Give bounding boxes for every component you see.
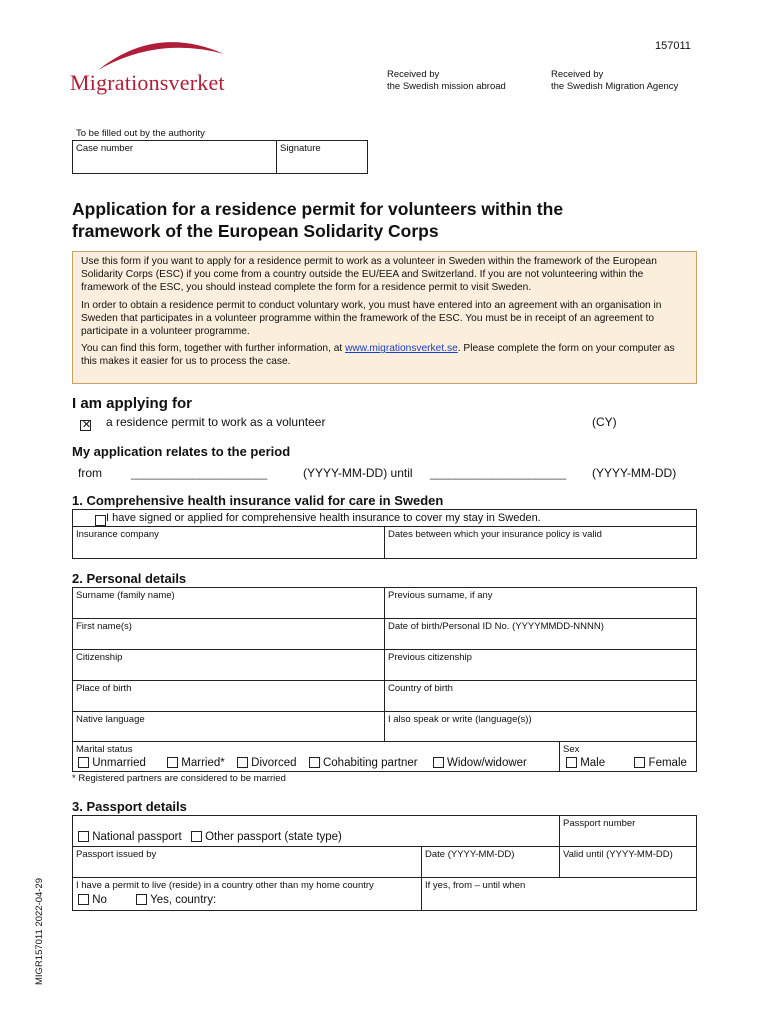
passport-number-field[interactable]	[559, 815, 697, 847]
passport-date-field[interactable]	[421, 846, 560, 878]
info-paragraph-3	[81, 342, 688, 368]
passport-number-label: Passport number	[563, 818, 636, 829]
period-format-2: (YYYY-MM-DD)	[592, 466, 677, 480]
passport-valid-until-label: Valid until (YYYY-MM-DD)	[563, 849, 673, 860]
national-passport-label: National passport	[92, 831, 182, 843]
surname-label: Surname (family name)	[76, 590, 175, 601]
received-mission	[387, 69, 506, 93]
logo-arc-icon	[96, 38, 226, 74]
received-agency-line2: the Swedish Migration Agency	[551, 81, 679, 92]
insurance-dates-label: Dates between which your insurance policy is valid	[388, 529, 602, 540]
authority-caption: To be filled out by the authority	[76, 128, 205, 139]
other-passport-label: Other passport (state type)	[205, 831, 342, 843]
first-names-label: First name(s)	[76, 621, 132, 632]
widow-label: Widow/widower	[447, 757, 527, 769]
passport-type-options	[78, 831, 342, 843]
prev-citizenship-label: Previous citizenship	[388, 652, 472, 663]
applying-code: (CY)	[592, 415, 617, 429]
country-of-birth-label: Country of birth	[388, 683, 453, 694]
signature-field[interactable]	[276, 140, 368, 174]
received-mission-line1: Received by	[387, 69, 440, 80]
other-passport-checkbox[interactable]	[191, 831, 202, 842]
insurance-checkbox[interactable]	[95, 515, 106, 526]
place-of-birth-field[interactable]	[72, 680, 385, 712]
other-languages-field[interactable]	[384, 711, 697, 742]
received-mission-line2: the Swedish mission abroad	[387, 81, 506, 92]
married-label: Married*	[181, 757, 225, 769]
signature-label: Signature	[280, 143, 321, 154]
insurance-company-field[interactable]	[72, 526, 385, 559]
info-box	[72, 251, 697, 384]
received-agency	[551, 69, 678, 93]
first-names-field[interactable]	[72, 618, 385, 650]
prev-citizenship-field[interactable]	[384, 649, 697, 681]
period-until-input[interactable]: ______________________	[430, 466, 566, 480]
native-language-field[interactable]	[72, 711, 385, 742]
unmarried-checkbox[interactable]	[78, 757, 89, 768]
male-label: Male	[580, 757, 606, 769]
passport-valid-until-field[interactable]	[559, 846, 697, 878]
cohabiting-checkbox[interactable]	[309, 757, 320, 768]
marital-status-label: Marital status	[76, 744, 133, 755]
citizenship-label: Citizenship	[76, 652, 123, 663]
citizenship-field[interactable]	[72, 649, 385, 681]
info-paragraph-2: In order to obtain a residence permit to conduct voluntary work, you must have entered into an agreement with an organisation in Sweden that participates in a volunteer programme within the framework of the ESC. You must be in receipt of an agreement to participate in a volunteer programme.	[81, 299, 662, 338]
cohabiting-label: Cohabiting partner	[322, 757, 418, 769]
sex-label: Sex	[563, 744, 580, 755]
dob-field[interactable]	[384, 618, 697, 650]
applying-heading: I am applying for	[72, 395, 193, 412]
page-title	[72, 198, 672, 242]
insurance-dates-field[interactable]	[384, 526, 697, 559]
female-checkbox[interactable]	[634, 757, 645, 768]
divorced-checkbox[interactable]	[237, 757, 248, 768]
permit-no-label: No	[92, 894, 107, 906]
form-number: 157011	[655, 40, 691, 52]
form-side-code: MIGR157011 2022-04-29	[34, 877, 45, 985]
insurance-company-label: Insurance company	[76, 529, 159, 540]
insurance-statement: I have signed or applied for comprehensive health insurance to cover my stay in Sweden.	[106, 512, 541, 524]
divorced-label: Divorced	[251, 757, 297, 769]
widow-checkbox[interactable]	[433, 757, 444, 768]
period-from-input[interactable]: ______________________	[131, 466, 267, 480]
native-language-label: Native language	[76, 714, 145, 725]
applying-checkbox[interactable]	[80, 420, 91, 431]
permit-until-when-field[interactable]	[421, 877, 697, 911]
male-checkbox[interactable]	[566, 757, 577, 768]
title-line1: Application for a residence permit for volunteers within the	[72, 199, 564, 219]
title-line2: framework of the European Solidarity Corps	[72, 221, 439, 241]
insurance-heading: 1. Comprehensive health insurance valid for care in Sweden	[72, 493, 444, 508]
dob-label: Date of birth/Personal ID No. (YYYYMMDD-NNNN)	[388, 621, 604, 632]
prev-surname-label: Previous surname, if any	[388, 590, 493, 601]
applying-option: a residence permit to work as a volunteer	[106, 415, 326, 429]
passport-heading: 3. Passport details	[72, 799, 187, 814]
info-p3-pre: You can find this form, together with further information, at	[81, 343, 346, 355]
permit-yes-label: Yes, country:	[150, 894, 217, 906]
passport-date-label: Date (YYYY-MM-DD)	[425, 849, 515, 860]
place-of-birth-label: Place of birth	[76, 683, 132, 694]
info-paragraph-1: Use this form if you want to apply for a residence permit to work as a volunteer in Sweden within the framework of the European Solidarity Corps (ESC) if you come from a country outside the EU/EEA and Switzerland. If you are not volunteering within the framework of the ESC, you should instead complete the form for a residence permit to visit Sweden.	[81, 256, 657, 294]
case-number-field[interactable]	[72, 140, 277, 174]
case-number-label: Case number	[76, 143, 134, 154]
logo-text: Migrationsverket	[70, 70, 225, 95]
unmarried-label: Unmarried	[92, 757, 146, 769]
permit-other-label: I have a permit to live (reside) in a country other than my home country	[76, 880, 374, 891]
marital-options	[78, 757, 527, 769]
period-format-1: (YYYY-MM-DD) until	[303, 466, 413, 480]
sex-options	[566, 757, 687, 769]
received-agency-line1: Received by	[551, 69, 604, 80]
period-from-label: from	[78, 466, 102, 480]
website-link[interactable]: www.migrationsverket.se	[345, 343, 458, 355]
period-heading: My application relates to the period	[72, 444, 291, 459]
permit-options	[78, 894, 216, 906]
country-of-birth-field[interactable]	[384, 680, 697, 712]
female-label: Female	[648, 757, 687, 769]
info-p3-post: . Please complete the form on your computer as this makes it easier for us to process the case.	[81, 343, 675, 368]
permit-until-label: If yes, from – until when	[425, 880, 526, 891]
marital-footnote: * Registered partners are considered to be married	[72, 773, 286, 784]
passport-issued-by-field[interactable]	[72, 846, 422, 878]
permit-no-checkbox[interactable]	[78, 894, 89, 905]
other-languages-label: I also speak or write (language(s))	[388, 714, 532, 725]
surname-field[interactable]	[72, 587, 385, 619]
prev-surname-field[interactable]	[384, 587, 697, 619]
passport-issued-by-label: Passport issued by	[76, 849, 157, 860]
married-checkbox[interactable]	[167, 757, 178, 768]
permit-yes-checkbox[interactable]	[136, 894, 147, 905]
personal-heading: 2. Personal details	[72, 571, 187, 586]
national-passport-checkbox[interactable]	[78, 831, 89, 842]
